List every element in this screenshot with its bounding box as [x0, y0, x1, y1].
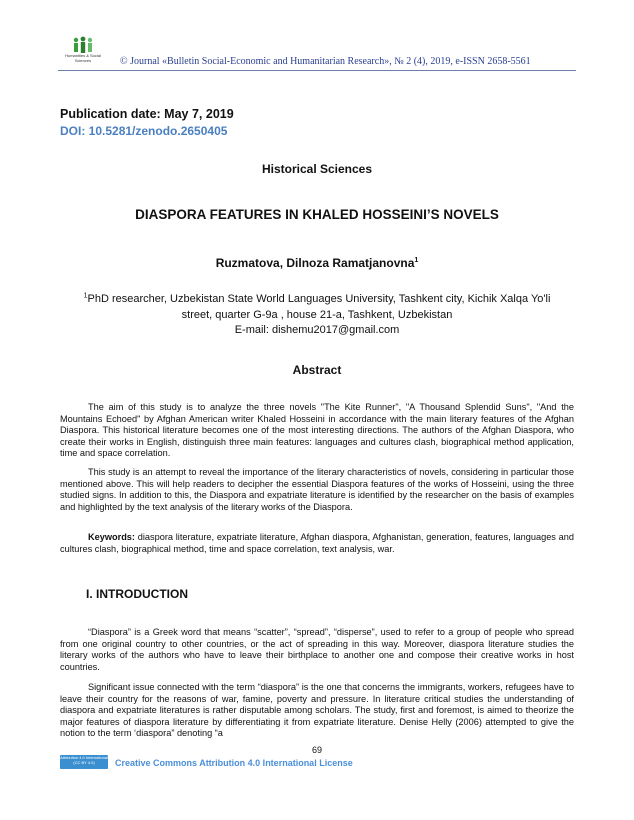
header-rule	[58, 70, 576, 71]
publication-date: Publication date: May 7, 2019	[60, 107, 234, 121]
journal-logo	[62, 36, 104, 70]
section-heading: Historical Sciences	[261, 162, 373, 176]
intro-paragraph-2: Significant issue connected with the term “diaspora” is the one that concerns the immigrants, workers, refugees have to leave their country for the reasons of war, famine, poverty and pressure. In literature critical studies the understanding of diaspora and expatriate literatures is rather disputable among scholars. The study, first and foremost, is aimed to theorize the major features of diaspora literature by differentiating it from expatriate literature. Denise Helly (2006) attempted to give the notion to the term ‘diaspora” denoting “a	[60, 682, 574, 738]
people-logo-icon	[71, 36, 95, 54]
author-name: Ruzmatova, Dilnoza Ramatjanovna$^1$	[215, 256, 419, 270]
intro-paragraph-1: “Diaspora” is a Greek word that means “scatter”, “spread”, “disperse”, used to refer to a group of people who spread from one original country to other countries, or the act of spreading in this way. Moreover, diaspora literature studies the literary works of the authors who have to leave their birthplace to another one and compose their creative works in host countries.	[60, 627, 574, 672]
abstract-heading: Abstract	[292, 363, 342, 377]
keywords: Keywords: diaspora literature, expatriate literature, Afghan diaspora, Afghanistan, generation, features, languages and cultures clash, biographical method, time and space correlation, text analysis, war.	[60, 532, 574, 554]
page-number: 69	[311, 745, 322, 755]
affiliation: $^1$PhD researcher, Uzbekistan State World Languages University, Tashkent city, Kichik Xalqa Yo'li street, quarter G-9a , house 21-a, Tashkent, Uzbekistan E-mail: dishemu2017@gmail.com	[60, 292, 574, 339]
logo-text: Humanities & Social Sciences	[65, 53, 101, 63]
journal-header: © Journal «Bulletin Social-Economic and Humanitarian Research», № 2 (4), 2019, e-ISSN 2658-5561	[120, 56, 531, 67]
cc-license-badge[interactable]: Attribution 4.0 International (CC BY 4.0)	[60, 755, 108, 769]
intro-heading: I. INTRODUCTION	[86, 587, 188, 601]
abstract-paragraph-2: This study is an attempt to reveal the importance of the literary characteristics of novels, considering in particular those mentioned above. This will help readers to decipher the essential Diaspora features of the works of Hosseini, using the three studied signs. In addition to this, the Diaspora and expatriate literature is identified by the researcher on the basis of examples and highlighted by the text analysis of the literary works of the Diaspora.	[60, 467, 574, 512]
author-email[interactable]: E-mail: dishemu2017@gmail.com	[234, 324, 400, 336]
paper-title: DIASPORA FEATURES IN KHALED HOSSEINI’S NOVELS	[135, 207, 499, 222]
cc-license-link[interactable]: Creative Commons Attribution 4.0 International License	[115, 758, 353, 768]
abstract-paragraph-1: The aim of this study is to analyze the three novels "The Kite Runner", "A Thousand Splendid Suns", "And the Mountains Echoed" by Afghan American writer Khaled Hosseini in accordance with the main literary features of the Afghan Diaspora. This historical literature becomes one of the most interesting directions. The authors of the Afghan Diaspora, who create their works in English, distinguish three main features: languages and cultures clash, biographical method application, time and space correlation.	[60, 402, 574, 458]
doi-link[interactable]: DOI: 10.5281/zenodo.2650405	[60, 124, 228, 138]
